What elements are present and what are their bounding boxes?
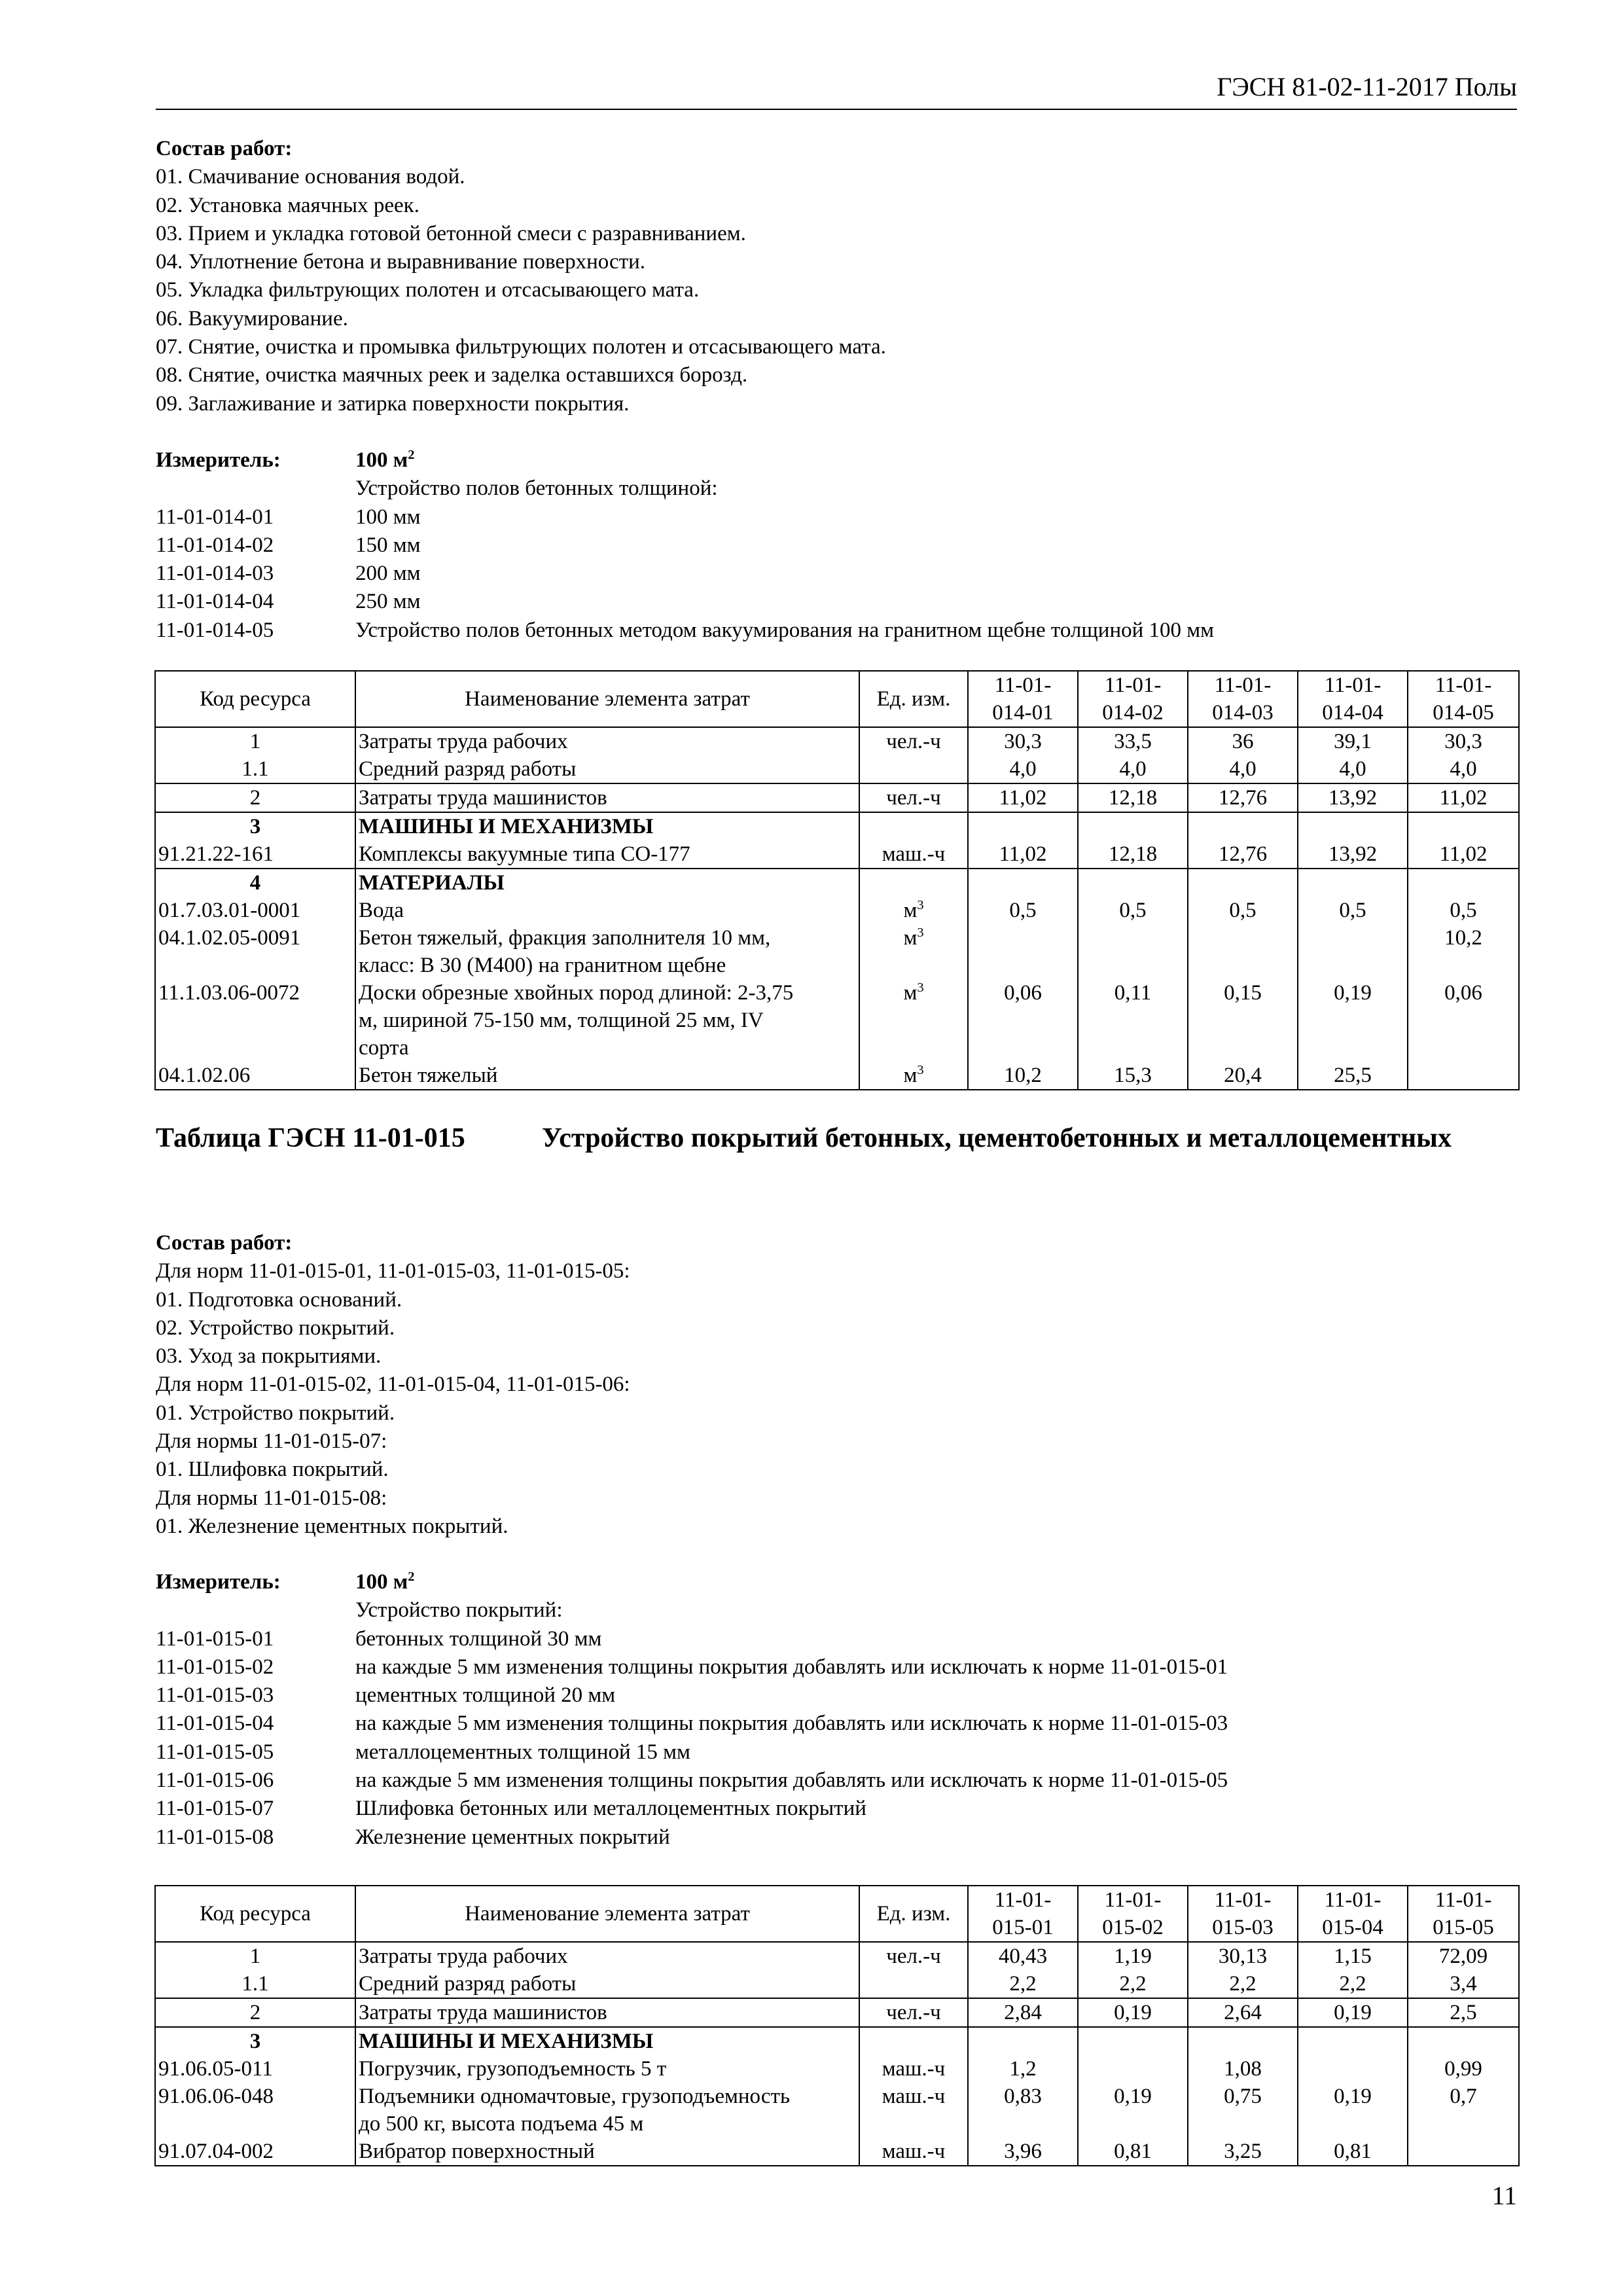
table-row <box>155 2083 1519 2138</box>
norm-code: 11-01-014-02 <box>156 533 274 557</box>
norm-text: 150 мм <box>355 533 421 557</box>
header-norm-column: 11-01- 015-04 <box>1298 1886 1408 1942</box>
norm-value <box>1188 812 1298 840</box>
meter-value: 100 $м^2$ <box>355 1570 415 1594</box>
norm-value: 0,5 <box>968 897 1078 924</box>
norm-value: 0,81 <box>1078 2138 1188 2166</box>
norm-value: 0,06 <box>1408 979 1519 1062</box>
resource-name: МАШИНЫ И МЕХАНИЗМЫ <box>355 812 859 840</box>
norm-value: 0,15 <box>1188 979 1298 1062</box>
norm-intro-row <box>156 1596 1524 1624</box>
resource-name: Затраты труда рабочих <box>355 727 859 755</box>
norm-value: 2,2 <box>968 1970 1078 1998</box>
norm-code: 11-01-015-02 <box>156 1655 274 1679</box>
meter-row <box>156 446 1524 475</box>
resource-table-1 <box>154 670 1520 1090</box>
norm-value <box>1078 869 1188 897</box>
norm-intro: Устройство полов бетонных толщиной: <box>355 476 718 501</box>
resource-unit: чел.-ч <box>859 1942 968 1970</box>
list-item: 03. Уход за покрытиями. <box>156 1344 382 1369</box>
table-row <box>155 2055 1519 2083</box>
norm-list <box>156 1625 1524 1852</box>
norm-value: 12,18 <box>1078 840 1188 869</box>
table-row <box>155 924 1519 979</box>
table-row <box>155 1942 1519 1970</box>
norm-row <box>156 1625 1524 1653</box>
norm-value <box>968 812 1078 840</box>
norm-value: 2,2 <box>1078 1970 1188 1998</box>
norm-text: на каждые 5 мм изменения толщины покрытия добавлять или исключать к норме 11-01-015-01 <box>355 1655 1228 1679</box>
norm-intro-row <box>156 475 1524 503</box>
norm-row <box>156 1738 1524 1767</box>
resource-name: Бетон тяжелый, фракция заполнителя 10 мм, класс: В 30 (М400) на гранитном щебне <box>355 924 859 979</box>
norm-value: 30,3 <box>1408 727 1519 755</box>
norm-code: 11-01-015-07 <box>156 1797 274 1821</box>
resource-unit <box>859 812 968 840</box>
norm-text: 100 мм <box>355 505 421 529</box>
norm-value: 15,3 <box>1078 1062 1188 1090</box>
list-item: Для нормы 11-01-015-08: <box>156 1486 387 1510</box>
resource-code: 2 <box>155 783 355 812</box>
table-row <box>155 979 1519 1062</box>
norm-value <box>1188 869 1298 897</box>
resource-code: 91.06.05-011 <box>155 2055 355 2083</box>
resource-table-2 <box>154 1885 1520 2166</box>
resource-unit: чел.-ч <box>859 727 968 755</box>
norm-row <box>156 560 1524 588</box>
norm-value: 0,19 <box>1298 2083 1408 2138</box>
norm-value <box>1298 924 1408 979</box>
norm-value: 12,76 <box>1188 783 1298 812</box>
resource-name: Затраты труда машинистов <box>355 783 859 812</box>
header-name: Наименование элемента затрат <box>355 1886 859 1942</box>
norm-value: 4,0 <box>968 755 1078 783</box>
list-item: 05. Укладка фильтрующих полотен и отсасывающего мата. <box>156 278 700 302</box>
works-items <box>156 163 1524 418</box>
norm-row <box>156 503 1524 531</box>
list-item: Для нормы 11-01-015-07: <box>156 1429 387 1454</box>
meter-label: Измеритель: <box>156 448 281 472</box>
norm-value: 3,96 <box>968 2138 1078 2166</box>
resource-unit: маш.-ч <box>859 840 968 869</box>
resource-name: Подъемники одномачтовые, грузоподъемность до 500 кг, высота подъема 45 м <box>355 2083 859 2138</box>
norm-value: 11,02 <box>968 840 1078 869</box>
norm-value: 33,5 <box>1078 727 1188 755</box>
norm-value: 2,2 <box>1298 1970 1408 1998</box>
norm-value: 72,09 <box>1408 1942 1519 1970</box>
list-item: 03. Прием и укладка готовой бетонной смеси с разравниванием. <box>156 221 746 245</box>
norm-row <box>156 1710 1524 1738</box>
header-norm-column: 11-01- 014-03 <box>1188 671 1298 727</box>
norm-value <box>1408 2027 1519 2055</box>
norm-intro: Устройство покрытий: <box>355 1598 563 1623</box>
norm-row <box>156 1795 1524 1823</box>
table-row <box>155 2138 1519 2166</box>
norm-value: 0,5 <box>1078 897 1188 924</box>
resource-unit: чел.-ч <box>859 783 968 812</box>
norm-value: 10,2 <box>968 1062 1078 1090</box>
works-title: Состав работ: <box>156 1231 293 1255</box>
norm-value <box>1188 924 1298 979</box>
norm-value: 0,19 <box>1298 1998 1408 2027</box>
norm-value: 1,19 <box>1078 1942 1188 1970</box>
resource-name: Доски обрезные хвойных пород длиной: 2-3,75 м, шириной 75-150 мм, толщиной 25 мм, IV сорта <box>355 979 859 1062</box>
resource-unit <box>859 2027 968 2055</box>
norm-value: 1,08 <box>1188 2055 1298 2083</box>
table-row <box>155 727 1519 755</box>
norm-value: 0,06 <box>968 979 1078 1062</box>
norm-value: 2,84 <box>968 1998 1078 2027</box>
norm-value: 0,99 <box>1408 2055 1519 2083</box>
norm-text: Устройство полов бетонных методом вакуумирования на гранитном щебне толщиной 100 мм <box>355 618 1215 642</box>
resource-unit: $м^3$ <box>859 924 968 979</box>
table-row <box>155 1062 1519 1090</box>
resource-code: 04.1.02.05-0091 <box>155 924 355 979</box>
resource-unit: маш.-ч <box>859 2138 968 2166</box>
list-item: Для норм 11-01-015-01, 11-01-015-03, 11-01-015-05: <box>156 1259 630 1283</box>
norm-code: 11-01-015-01 <box>156 1626 274 1651</box>
norm-value: 0,19 <box>1298 979 1408 1062</box>
norm-code: 11-01-015-04 <box>156 1712 274 1736</box>
table-row <box>155 2027 1519 2055</box>
header-norm-column: 11-01- 014-02 <box>1078 671 1188 727</box>
norm-value: 0,5 <box>1408 897 1519 924</box>
norms-block-1 <box>156 446 1524 645</box>
header-norm-column: 11-01- 015-03 <box>1188 1886 1298 1942</box>
table-header-row <box>155 1886 1519 1942</box>
table-title-name: Устройство покрытий бетонных, цементобетонных и металлоцементных <box>542 1123 1452 1153</box>
norm-value: 36 <box>1188 727 1298 755</box>
meter-value: 100 $м^2$ <box>355 448 415 472</box>
table-row <box>155 1998 1519 2027</box>
header-unit: Ед. изм. <box>859 671 968 727</box>
norm-row <box>156 588 1524 616</box>
page-header <box>156 71 1517 110</box>
norm-value: 3,4 <box>1408 1970 1519 1998</box>
resource-unit: маш.-ч <box>859 2083 968 2138</box>
norm-text: цементных толщиной 20 мм <box>355 1683 616 1708</box>
norm-value <box>1408 869 1519 897</box>
resource-unit: $м^3$ <box>859 979 968 1062</box>
norm-list <box>156 503 1524 645</box>
norm-code: 11-01-014-03 <box>156 562 274 586</box>
norm-value <box>1078 812 1188 840</box>
norm-code: 11-01-014-05 <box>156 618 274 642</box>
resource-code: 1 <box>155 727 355 755</box>
norm-value <box>1408 812 1519 840</box>
header-norm-column: 11-01- 015-01 <box>968 1886 1078 1942</box>
works-title: Состав работ: <box>156 137 293 160</box>
norm-value: 10,2 <box>1408 924 1519 979</box>
table-row <box>155 755 1519 783</box>
norm-text: 200 мм <box>355 562 421 586</box>
norm-value: 0,19 <box>1078 2083 1188 2138</box>
norm-code: 11-01-015-03 <box>156 1683 274 1708</box>
header-title: ГЭСН 81-02-11-2017 Полы <box>1217 72 1517 101</box>
norm-value <box>1408 2138 1519 2166</box>
norm-text: на каждые 5 мм изменения толщины покрытия добавлять или исключать к норме 11-01-015-03 <box>355 1712 1228 1736</box>
meter-label: Измеритель: <box>156 1570 281 1594</box>
norm-value: 20,4 <box>1188 1062 1298 1090</box>
list-item: 02. Установка маячных реек. <box>156 193 419 217</box>
norm-row <box>156 617 1524 645</box>
list-item: 01. Устройство покрытий. <box>156 1401 395 1425</box>
header-code: Код ресурса <box>155 671 355 727</box>
header-norm-column: 11-01- 014-05 <box>1408 671 1519 727</box>
header-code: Код ресурса <box>155 1886 355 1942</box>
table-row <box>155 840 1519 869</box>
norms-block-2 <box>156 1568 1524 1852</box>
norm-value: 1,15 <box>1298 1942 1408 1970</box>
resource-code: 1.1 <box>155 755 355 783</box>
norm-value: 1,2 <box>968 2055 1078 2083</box>
list-item: 06. Вакуумирование. <box>156 306 348 331</box>
norm-value: 30,13 <box>1188 1942 1298 1970</box>
list-item: 04. Уплотнение бетона и выравнивание поверхности. <box>156 250 646 274</box>
resource-code: 91.21.22-161 <box>155 840 355 869</box>
norm-value: 0,7 <box>1408 2083 1519 2138</box>
norm-value: 11,02 <box>968 783 1078 812</box>
resource-name: Затраты труда рабочих <box>355 1942 859 1970</box>
resource-code: 1.1 <box>155 1970 355 1998</box>
norm-value: 30,3 <box>968 727 1078 755</box>
table-row <box>155 812 1519 840</box>
norm-value: 3,25 <box>1188 2138 1298 2166</box>
norm-value: 13,92 <box>1298 783 1408 812</box>
norm-value <box>968 2027 1078 2055</box>
norm-code: 11-01-015-05 <box>156 1740 274 1764</box>
norm-value: 4,0 <box>1408 755 1519 783</box>
norm-value: 4,0 <box>1188 755 1298 783</box>
resource-name: Затраты труда машинистов <box>355 1998 859 2027</box>
list-item: 01. Шлифовка покрытий. <box>156 1458 389 1482</box>
table-header-row <box>155 671 1519 727</box>
resource-code: 01.7.03.01-0001 <box>155 897 355 924</box>
norm-code: 11-01-015-08 <box>156 1825 274 1849</box>
norm-value <box>1078 2055 1188 2083</box>
norm-value <box>1298 2055 1408 2083</box>
norm-text: 250 мм <box>355 590 421 614</box>
norm-code: 11-01-014-04 <box>156 590 274 614</box>
norm-value <box>968 924 1078 979</box>
norm-value: 25,5 <box>1298 1062 1408 1090</box>
norm-text: Железнение цементных покрытий <box>355 1825 670 1849</box>
meter-row <box>156 1568 1524 1596</box>
table-row <box>155 869 1519 897</box>
resource-name: Бетон тяжелый <box>355 1062 859 1090</box>
norm-value: 4,0 <box>1298 755 1408 783</box>
resource-unit: $м^3$ <box>859 897 968 924</box>
table-row <box>155 783 1519 812</box>
norm-value <box>1298 2027 1408 2055</box>
header-unit: Ед. изм. <box>859 1886 968 1942</box>
norm-value <box>1298 812 1408 840</box>
resource-code: 04.1.02.06 <box>155 1062 355 1090</box>
header-norm-column: 11-01- 014-04 <box>1298 671 1408 727</box>
header-norm-column: 11-01- 015-02 <box>1078 1886 1188 1942</box>
norm-value <box>1408 1062 1519 1090</box>
norm-value <box>1078 924 1188 979</box>
list-item: 09. Заглаживание и затирка поверхности покрытия. <box>156 391 630 416</box>
table-row <box>155 897 1519 924</box>
norm-value <box>1188 2027 1298 2055</box>
header-norm-column: 11-01- 015-05 <box>1408 1886 1519 1942</box>
norm-value: 0,83 <box>968 2083 1078 2138</box>
norm-value: 0,5 <box>1188 897 1298 924</box>
resource-unit <box>859 1970 968 1998</box>
resource-unit <box>859 869 968 897</box>
list-item: 08. Снятие, очистка маячных реек и заделка оставшихся борозд. <box>156 363 748 387</box>
norm-text: на каждые 5 мм изменения толщины покрытия добавлять или исключать к норме 11-01-015-05 <box>355 1768 1228 1793</box>
norm-value: 39,1 <box>1298 727 1408 755</box>
norm-value: 2,5 <box>1408 1998 1519 2027</box>
list-item: Для норм 11-01-015-02, 11-01-015-04, 11-01-015-06: <box>156 1372 630 1397</box>
resource-code: 91.07.04-002 <box>155 2138 355 2166</box>
header-norm-column: 11-01- 014-01 <box>968 671 1078 727</box>
header-name: Наименование элемента затрат <box>355 671 859 727</box>
resource-unit: $м^3$ <box>859 1062 968 1090</box>
resource-name: МАШИНЫ И МЕХАНИЗМЫ <box>355 2027 859 2055</box>
resource-name: Средний разряд работы <box>355 755 859 783</box>
norm-text: бетонных толщиной 30 мм <box>355 1626 602 1651</box>
norm-value: 0,81 <box>1298 2138 1408 2166</box>
norm-row <box>156 1767 1524 1795</box>
norm-value: 0,75 <box>1188 2083 1298 2138</box>
resource-name: Вибратор поверхностный <box>355 2138 859 2166</box>
table-title-label: Таблица ГЭСН 11-01-015 <box>156 1123 465 1153</box>
norm-value: 0,11 <box>1078 979 1188 1062</box>
norm-value <box>968 869 1078 897</box>
resource-code: 11.1.03.06-0072 <box>155 979 355 1062</box>
norm-code: 11-01-015-06 <box>156 1768 274 1793</box>
norm-row <box>156 1681 1524 1710</box>
norm-value: 11,02 <box>1408 840 1519 869</box>
norm-value: 11,02 <box>1408 783 1519 812</box>
table-row <box>155 1970 1519 1998</box>
resource-unit <box>859 755 968 783</box>
page-number: 11 <box>1491 2181 1517 2210</box>
list-item: 07. Снятие, очистка и промывка фильтрующих полотен и отсасывающего мата. <box>156 335 886 359</box>
norm-value: 2,2 <box>1188 1970 1298 1998</box>
works-list-1 <box>156 135 1524 418</box>
norm-code: 11-01-014-01 <box>156 505 274 529</box>
list-item: 02. Устройство покрытий. <box>156 1316 395 1340</box>
resource-code: 3 <box>155 812 355 840</box>
list-item: 01. Подготовка оснований. <box>156 1287 402 1312</box>
norm-value: 2,64 <box>1188 1998 1298 2027</box>
norm-value: 12,18 <box>1078 783 1188 812</box>
resource-unit: маш.-ч <box>859 2055 968 2083</box>
resource-code: 2 <box>155 1998 355 2027</box>
works-list-2 <box>156 1229 1524 1541</box>
resource-name: Средний разряд работы <box>355 1970 859 1998</box>
norm-value: 12,76 <box>1188 840 1298 869</box>
norm-value: 13,92 <box>1298 840 1408 869</box>
norm-value <box>1078 2027 1188 2055</box>
resource-name: МАТЕРИАЛЫ <box>355 869 859 897</box>
norm-value: 4,0 <box>1078 755 1188 783</box>
norm-text: металлоцементных толщиной 15 мм <box>355 1740 690 1764</box>
works-items <box>156 1257 1524 1541</box>
resource-unit: чел.-ч <box>859 1998 968 2027</box>
norm-value <box>1298 869 1408 897</box>
resource-code: 3 <box>155 2027 355 2055</box>
norm-row <box>156 1653 1524 1681</box>
resource-code: 91.06.06-048 <box>155 2083 355 2138</box>
resource-code: 1 <box>155 1942 355 1970</box>
list-item: 01. Железнение цементных покрытий. <box>156 1514 508 1538</box>
norm-row <box>156 531 1524 560</box>
norm-value: 0,5 <box>1298 897 1408 924</box>
norm-row <box>156 1823 1524 1852</box>
norm-text: Шлифовка бетонных или металлоцементных покрытий <box>355 1797 866 1821</box>
resource-name: Вода <box>355 897 859 924</box>
resource-name: Комплексы вакуумные типа СО-177 <box>355 840 859 869</box>
norm-value: 40,43 <box>968 1942 1078 1970</box>
norm-value: 0,19 <box>1078 1998 1188 2027</box>
resource-name: Погрузчик, грузоподъемность 5 т <box>355 2055 859 2083</box>
resource-code: 4 <box>155 869 355 897</box>
list-item: 01. Смачивание основания водой. <box>156 165 465 189</box>
